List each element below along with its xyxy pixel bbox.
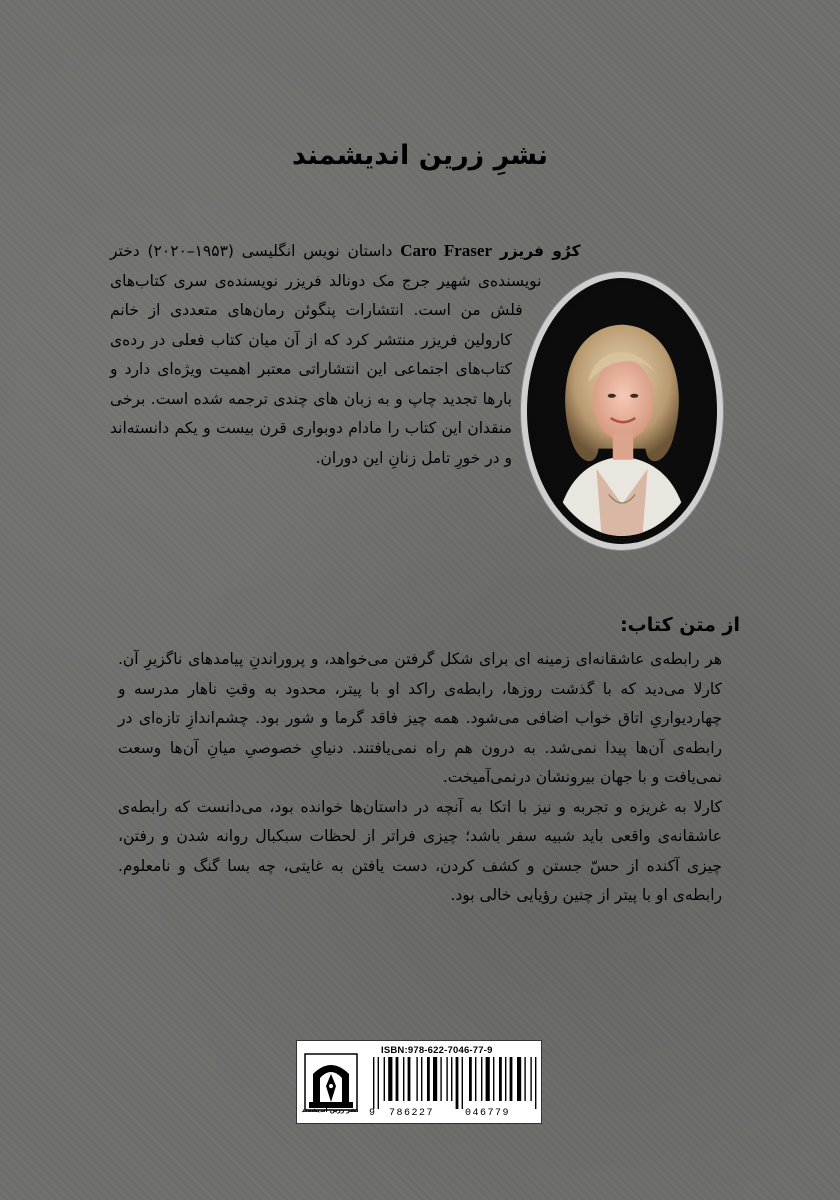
excerpt-paragraph-1: هر رابطه‌ی عاشقانه‌ای زمینه ای برای شکل گرفتن می‌خواهد، و پروراندنِ پیامدهای ناگزیرِ آن. کارلا می‌دید که با گذشت روزها، رابطه‌ی راکد او با پیتر، محدود به وقتِ ناهار مدرسه و چهاردیواریِ اتاق خواب اضافی می‌شود. همه چیز فاقد گرما و شور بود. چشم‌اندازِ تازه‌ای در رابطه‌ی آن‌ها پیدا نمی‌شد. به درون هم راه نمی‌یافتند. دنیایِ خصوصیِ میانِ آن‌ها وسعت نمی‌یافت و با جهان بیرونشان درنمی‌آمیخت. (118, 650, 722, 786)
barcode-bar (530, 1057, 531, 1101)
barcode-bars (367, 1057, 537, 1109)
barcode-bar (524, 1057, 525, 1101)
barcode-group-left: 786227 (389, 1108, 435, 1119)
barcode-bar (403, 1057, 404, 1101)
author-bio (110, 236, 720, 558)
barcode-bar (535, 1057, 536, 1109)
barcode-digit-first: 9 (369, 1108, 377, 1119)
barcode-bar (408, 1057, 411, 1101)
excerpt-body (118, 645, 722, 911)
barcode-bar (499, 1057, 502, 1101)
barcode-bar (446, 1057, 447, 1101)
publisher-title: نشرِ زرین اندیشمند (291, 140, 549, 171)
bio-text: داستان نویس انگلیسی (۱۹۵۳–۲۰۲۰) دختر نویسنده‌ی شهیر جرج مک دونالد فریزر نویسنده‌ی سری کتاب‌های فلش من است. انتشارات پنگوئن رمان‌های متعددی از خانم کارولین فریزر منتشر کرد که از آن میان کتاب فعلی در رده‌ی کتاب‌های اجتماعی این انتشاراتی معتبر اهمیت ویژه‌ای دارد و بارها تجدید چاپ و به زبان های چندی ترجمه شده است. برخی منقدان این کتاب را مادام دوبواری قرن بیست و یکم دانسته‌اند و در خورِ تامل زنانِ این دوران. (110, 242, 542, 467)
barcode-bar (486, 1057, 490, 1101)
barcode-bar (451, 1057, 452, 1101)
barcode-bar (373, 1057, 374, 1109)
barcode-bar (510, 1057, 513, 1101)
author-name-en: Caro Fraser (400, 241, 493, 260)
barcode-bar (517, 1057, 521, 1101)
excerpt-heading: از متن کتاب: (620, 614, 740, 636)
barcode-bar (493, 1057, 494, 1101)
barcode-bar (396, 1057, 399, 1101)
barcode-bar (416, 1057, 417, 1101)
barcode-bar (427, 1057, 430, 1101)
barcode-bar (421, 1057, 422, 1101)
barcode-bar (462, 1057, 463, 1109)
barcode-bar (378, 1057, 379, 1109)
barcode-bar (384, 1057, 385, 1101)
isbn-number: ISBN:978-622-7046-77-9 (381, 1045, 493, 1056)
barcode-bar (505, 1057, 506, 1101)
barcode-group-right: 046779 (465, 1108, 511, 1119)
barcode-bar (433, 1057, 437, 1101)
excerpt-paragraph-2: کارلا به غریزه و تجربه و نیز با اتکا به آنچه در داستان‌ها خوانده بود، می‌دانست که رابطه‌ی عاشقانه‌ی واقعی باید شبیه سفر باشد؛ چیزی فراتر از لحظات سبکبال روانه شدن و رفتن، چیزی آکنده از حسّ جستن و کشف کردن، دست یافتن به غایتی، چه بسا گنگ و نامعلوم. رابطه‌ی او با پیتر از چنین رؤیایی خالی بود. (118, 797, 722, 904)
barcode-bar (469, 1057, 472, 1101)
barcode-bar (388, 1057, 392, 1101)
author-name-fa: کرُو فریزر (499, 242, 581, 260)
isbn-barcode-label (296, 1040, 542, 1124)
barcode-bar (440, 1057, 441, 1101)
barcode-bar (475, 1057, 476, 1101)
bio-wrap-space (512, 266, 720, 558)
barcode-bar (456, 1057, 459, 1109)
publisher-logo-caption: نشر زرین اندیشمند (301, 1107, 359, 1114)
barcode-bar (481, 1057, 482, 1101)
